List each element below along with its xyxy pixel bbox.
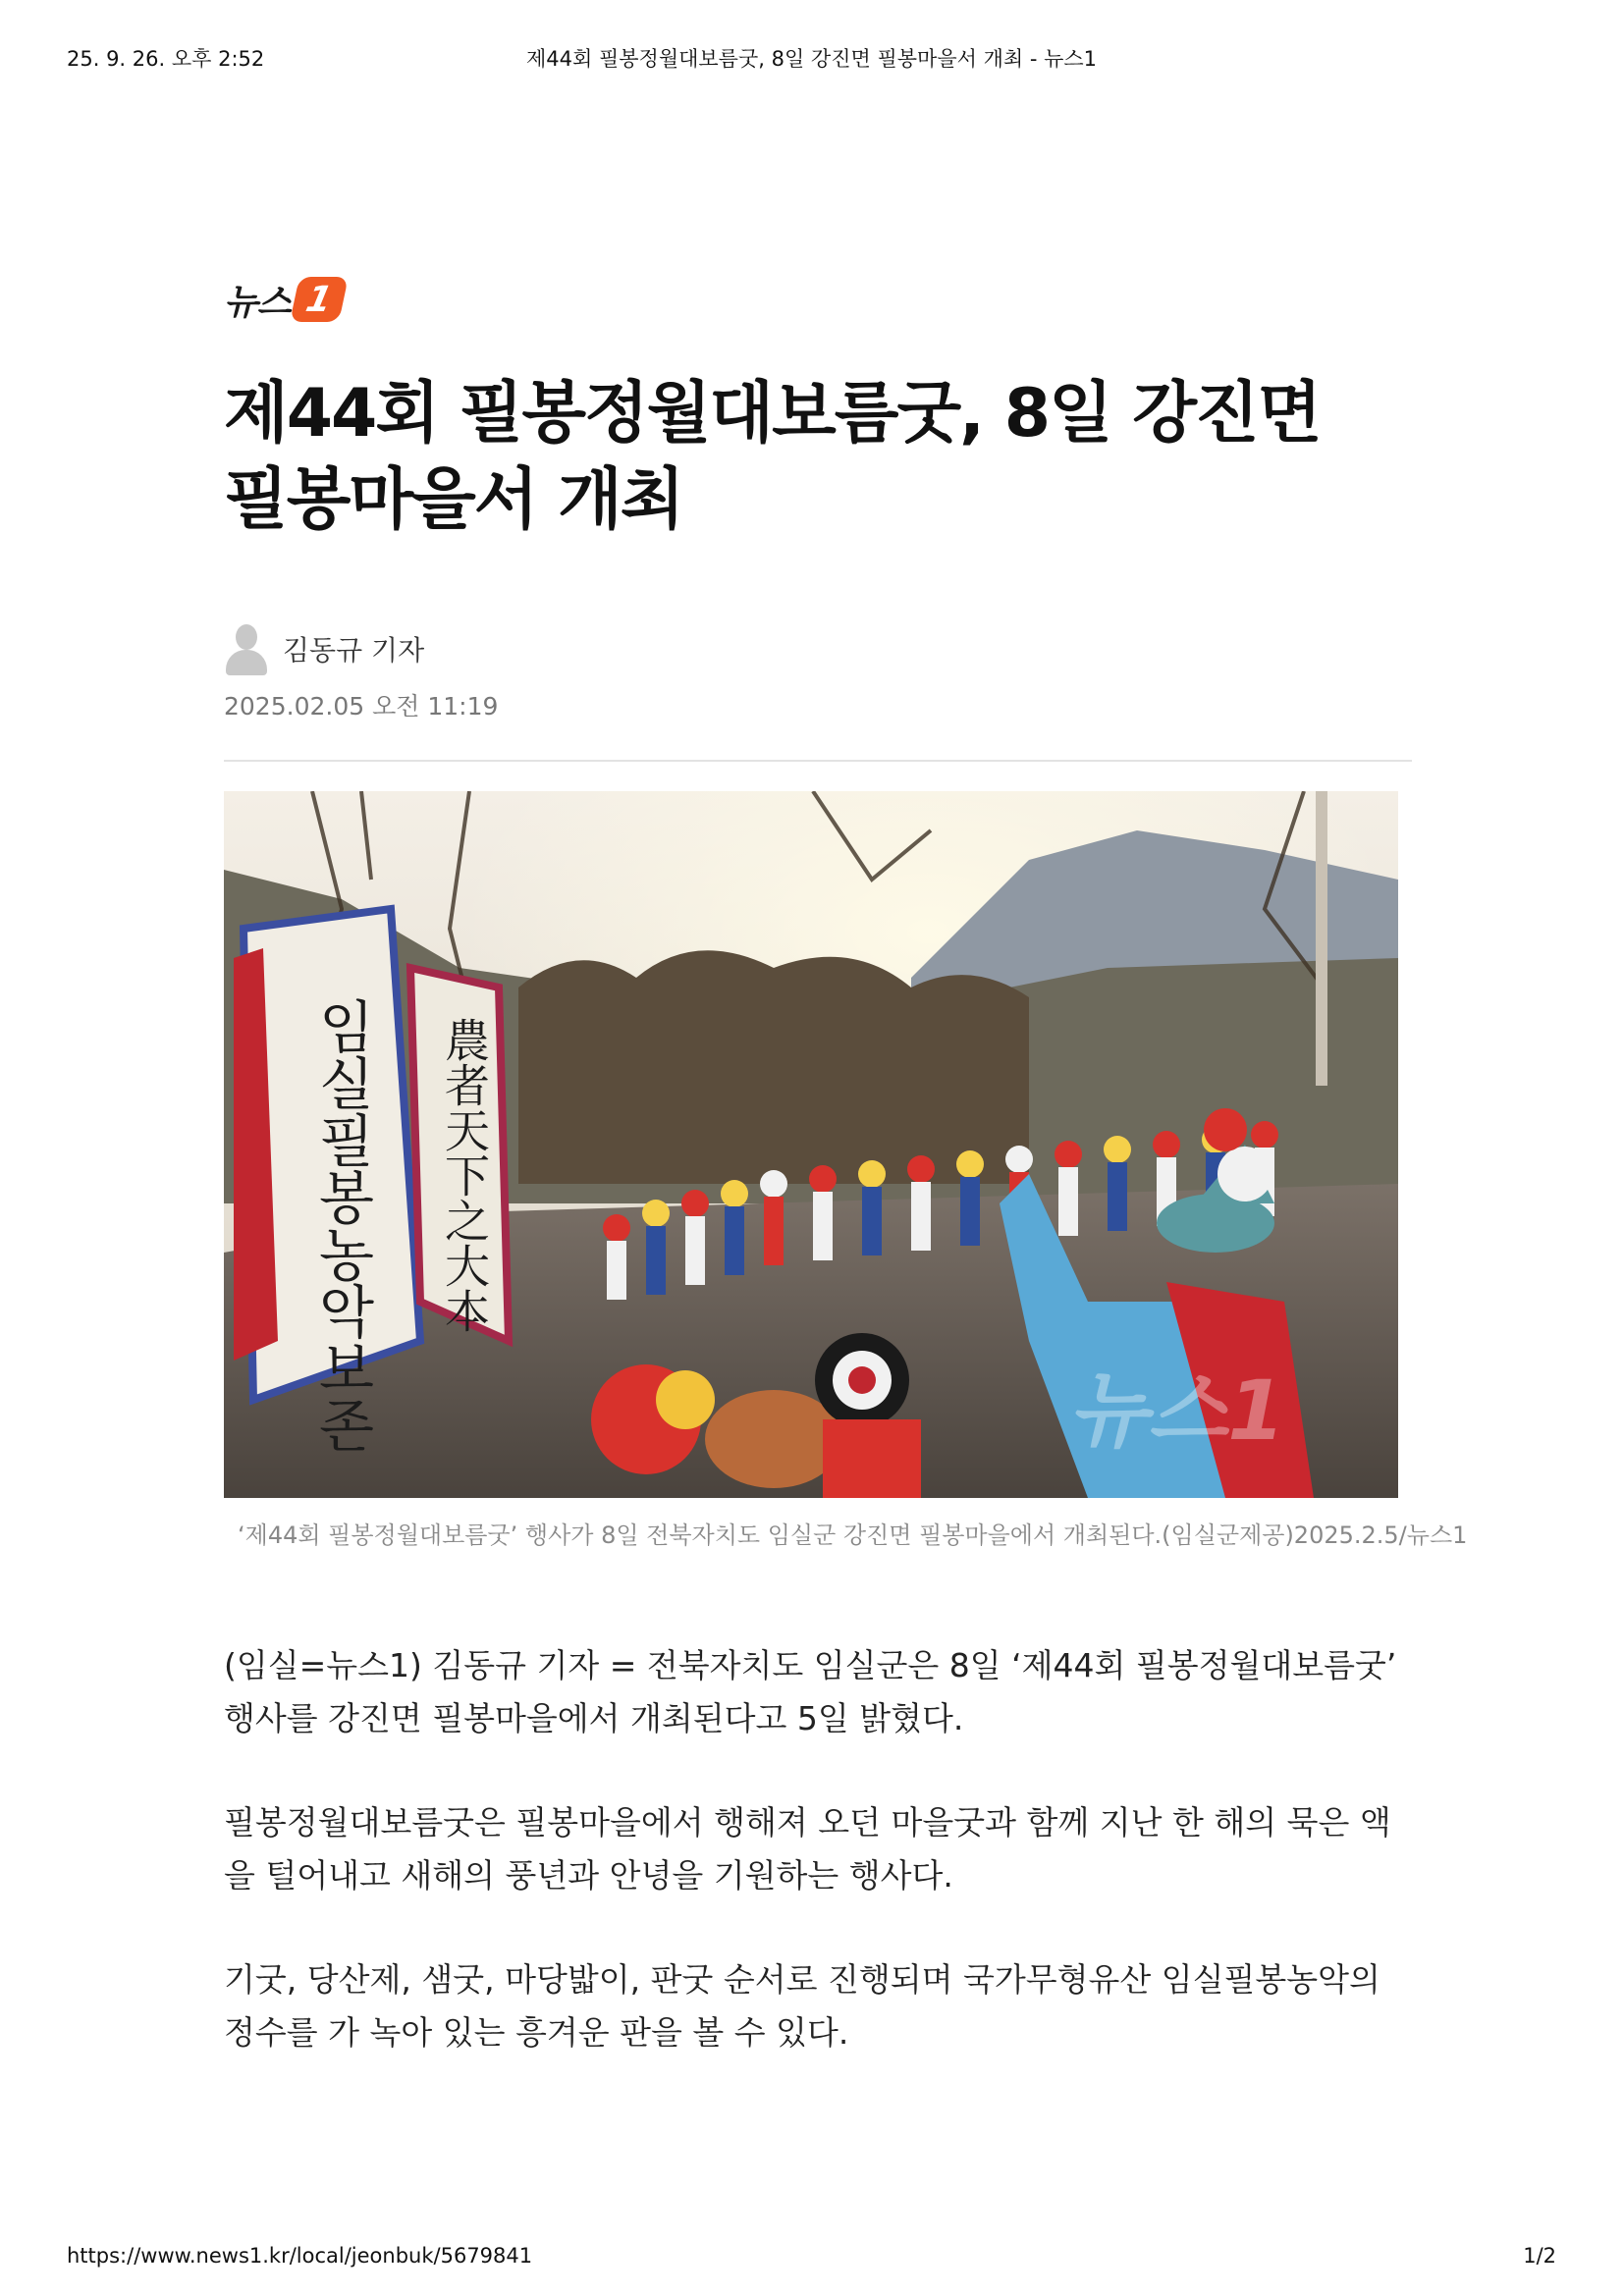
article-paragraph: 필봉정월대보름굿은 필봉마을에서 행해져 오던 마을굿과 함께 지난 한 해의 묵은 액을 털어내고 새해의 풍년과 안녕을 기원하는 행사다. — [224, 1803, 1391, 1895]
print-url: https://www.news1.kr/local/jeonbuk/5679841 — [67, 2244, 533, 2268]
print-footer — [67, 2244, 1556, 2273]
banner-right-text: 農者天下之大本 — [438, 1017, 491, 1333]
article-photo — [224, 791, 1398, 1498]
article-headline: 제44회 필봉정월대보름굿, 8일 강진면 필봉마을서 개최 — [224, 375, 1321, 539]
byline — [224, 620, 424, 677]
reporter-avatar-icon — [224, 620, 269, 677]
article-body — [224, 1639, 1412, 2110]
photo-caption: ‘제44회 필봉정월대보름굿’ 행사가 8일 전북자치도 임실군 강진면 필봉마을에서 개최된다.(임실군제공)2025.2.5/뉴스1 — [238, 1522, 1468, 1549]
divider — [224, 760, 1412, 762]
print-page-title: 제44회 필봉정월대보름굿, 8일 강진면 필봉마을서 개최 - 뉴스1 — [526, 47, 1097, 71]
published-date: 2025.02.05 오전 11:19 — [224, 692, 499, 721]
print-page-number: 1/2 — [1523, 2244, 1556, 2268]
print-datetime: 25. 9. 26. 오후 2:52 — [67, 47, 265, 71]
logo-badge: 1 — [290, 277, 349, 322]
logo-text: 뉴스 — [224, 282, 291, 323]
reporter-name[interactable]: 김동규 기자 — [283, 634, 425, 667]
banner-left-text: 임실필봉농악보존 — [308, 997, 375, 1453]
article-paragraph: (임실=뉴스1) 김동규 기자 = 전북자치도 임실군은 8일 ‘제44회 필봉정월대보름굿’ 행사를 강진면 필봉마을에서 개최된다고 5일 밝혔다. — [224, 1646, 1397, 1737]
photo-watermark: 뉴스1 — [1068, 1362, 1285, 1459]
news1-logo[interactable] — [224, 273, 344, 326]
article-paragraph: 기굿, 당산제, 샘굿, 마당밟이, 판굿 순서로 진행되며 국가무형유산 임실필봉농악의 정수를 가 녹아 있는 흥겨운 판을 볼 수 있다. — [224, 1960, 1380, 2052]
print-header — [67, 43, 1556, 73]
